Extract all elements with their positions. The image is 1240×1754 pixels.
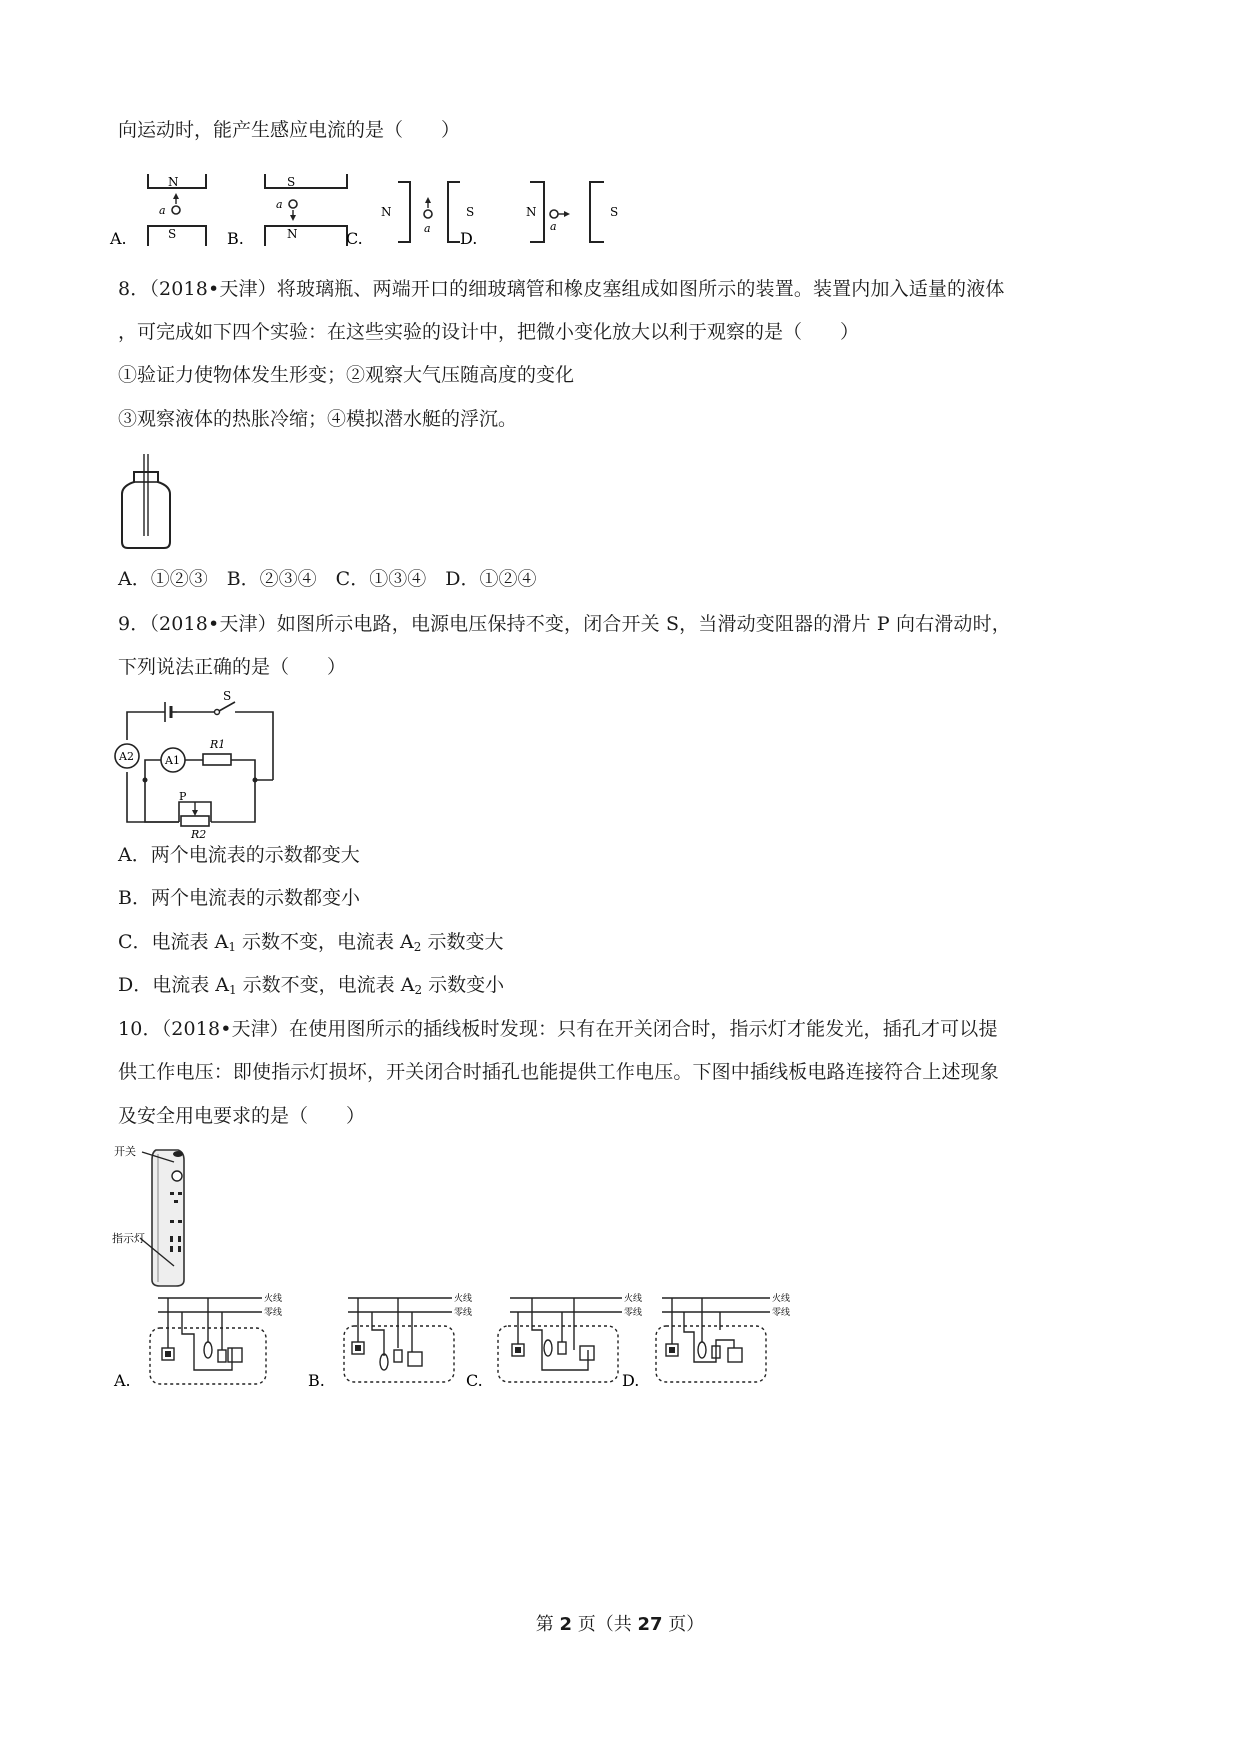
q7c-right-pole: S <box>466 205 475 219</box>
q9-switch-label: S <box>223 689 232 703</box>
q10a-neutral: 零线 <box>264 1308 283 1318</box>
q10a-live: 火线 <box>264 1294 283 1304</box>
q10d-label: D. <box>622 1371 640 1390</box>
q7b-bottom-pole: N <box>287 227 298 241</box>
q10-option-d-figure <box>620 1290 820 1390</box>
q10d-live: 火线 <box>772 1294 791 1304</box>
q9-circuit-figure <box>115 690 315 840</box>
q10-line3: 及安全用电要求的是（ ） <box>118 1105 366 1127</box>
q9-a2-label: A2 <box>119 750 134 763</box>
q9-option-d: D．电流表 $A_1$ 示数不变，电流表 $A_2$ 示数变小 <box>118 974 505 997</box>
page-footer: 第 2 页（共 27 页） <box>535 1614 705 1635</box>
q10c-label: C. <box>466 1371 483 1390</box>
q10d-neutral: 零线 <box>772 1308 791 1318</box>
q9-option-b: B．两个电流表的示数都变小 <box>118 887 360 909</box>
q7d-right-pole: S <box>610 205 619 219</box>
q9-option-a: A．两个电流表的示数都变大 <box>118 844 360 866</box>
q8-line2: ，可完成如下四个实验：在这些实验的设计中，把微小变化放大以利于观察的是（ ） <box>118 321 860 343</box>
q10a-label: A. <box>114 1371 131 1390</box>
q9-r1-label: R1 <box>210 738 226 751</box>
q10-powerstrip-photo <box>112 1140 222 1290</box>
q7d-left-pole: N <box>526 205 537 219</box>
q8-bottle-figure <box>118 452 178 552</box>
q7c-left-pole: N <box>381 205 392 219</box>
q7-stem-tail: 向运动时，能产生感应电流的是（ ） <box>118 119 461 141</box>
q7a-label: A. <box>110 229 127 248</box>
q9-line2: 下列说法正确的是（ ） <box>118 656 347 678</box>
q10c-neutral: 零线 <box>624 1308 643 1318</box>
q8-options: A．①②③ B．②③④ C．①③④ D．①②④ <box>118 568 537 590</box>
q10-photo-indicator-label: 指示灯 <box>112 1232 145 1245</box>
q10c-live: 火线 <box>624 1294 643 1304</box>
q7b-top-pole: S <box>287 175 296 189</box>
q10-photo-switch-label: 开关 <box>114 1145 136 1158</box>
q9-line1: 9．（2018•天津）如图所示电路，电源电压保持不变，闭合开关 S，当滑动变阻器的滑片 P 向右滑动时， <box>118 613 1011 635</box>
q7d-label: D. <box>460 229 478 248</box>
q9-option-c: C．电流表 $A_1$ 示数不变，电流表 $A_2$ 示数变大 <box>118 931 504 954</box>
q7a-top-pole: N <box>168 175 179 189</box>
q7c-label: C. <box>346 229 363 248</box>
q8-line4: ③观察液体的热胀冷缩；④模拟潜水艇的浮沉。 <box>118 408 518 430</box>
q7-figure-a <box>110 170 220 250</box>
q7b-wire-label: a <box>276 198 283 211</box>
q9-slider-label: P <box>179 790 187 803</box>
q7-figure-b <box>225 170 355 250</box>
q7d-wire-label: a <box>550 220 557 233</box>
q7b-label: B. <box>227 229 244 248</box>
q7a-wire-label: a <box>159 204 166 217</box>
q10-line2: 供工作电压：即使指示灯损坏，开关闭合时插孔也能提供工作电压。下图中插线板电路连接符合上述现象 <box>118 1061 999 1083</box>
q10-line1: 10．（2018•天津）在使用图所示的插线板时发现：只有在开关闭合时，指示灯才能发光，插孔才可以提 <box>118 1018 998 1040</box>
q10b-label: B. <box>308 1371 325 1390</box>
q9-a1-label: A1 <box>165 754 180 767</box>
q7a-bottom-pole: S <box>168 227 177 241</box>
q7-figure-d <box>460 180 630 250</box>
q10-option-a-figure <box>112 1290 302 1390</box>
q9-r2-label: R2 <box>191 828 207 841</box>
q8-line1: 8．（2018•天津）将玻璃瓶、两端开口的细玻璃管和橡皮塞组成如图所示的装置。装置内加入适量的液体 <box>118 278 1005 300</box>
q7c-wire-label: a <box>424 222 431 235</box>
q10b-neutral: 零线 <box>454 1308 473 1318</box>
q10b-live: 火线 <box>454 1294 473 1304</box>
q8-line3: ①验证力使物体发生形变；②观察大气压随高度的变化 <box>118 364 575 386</box>
